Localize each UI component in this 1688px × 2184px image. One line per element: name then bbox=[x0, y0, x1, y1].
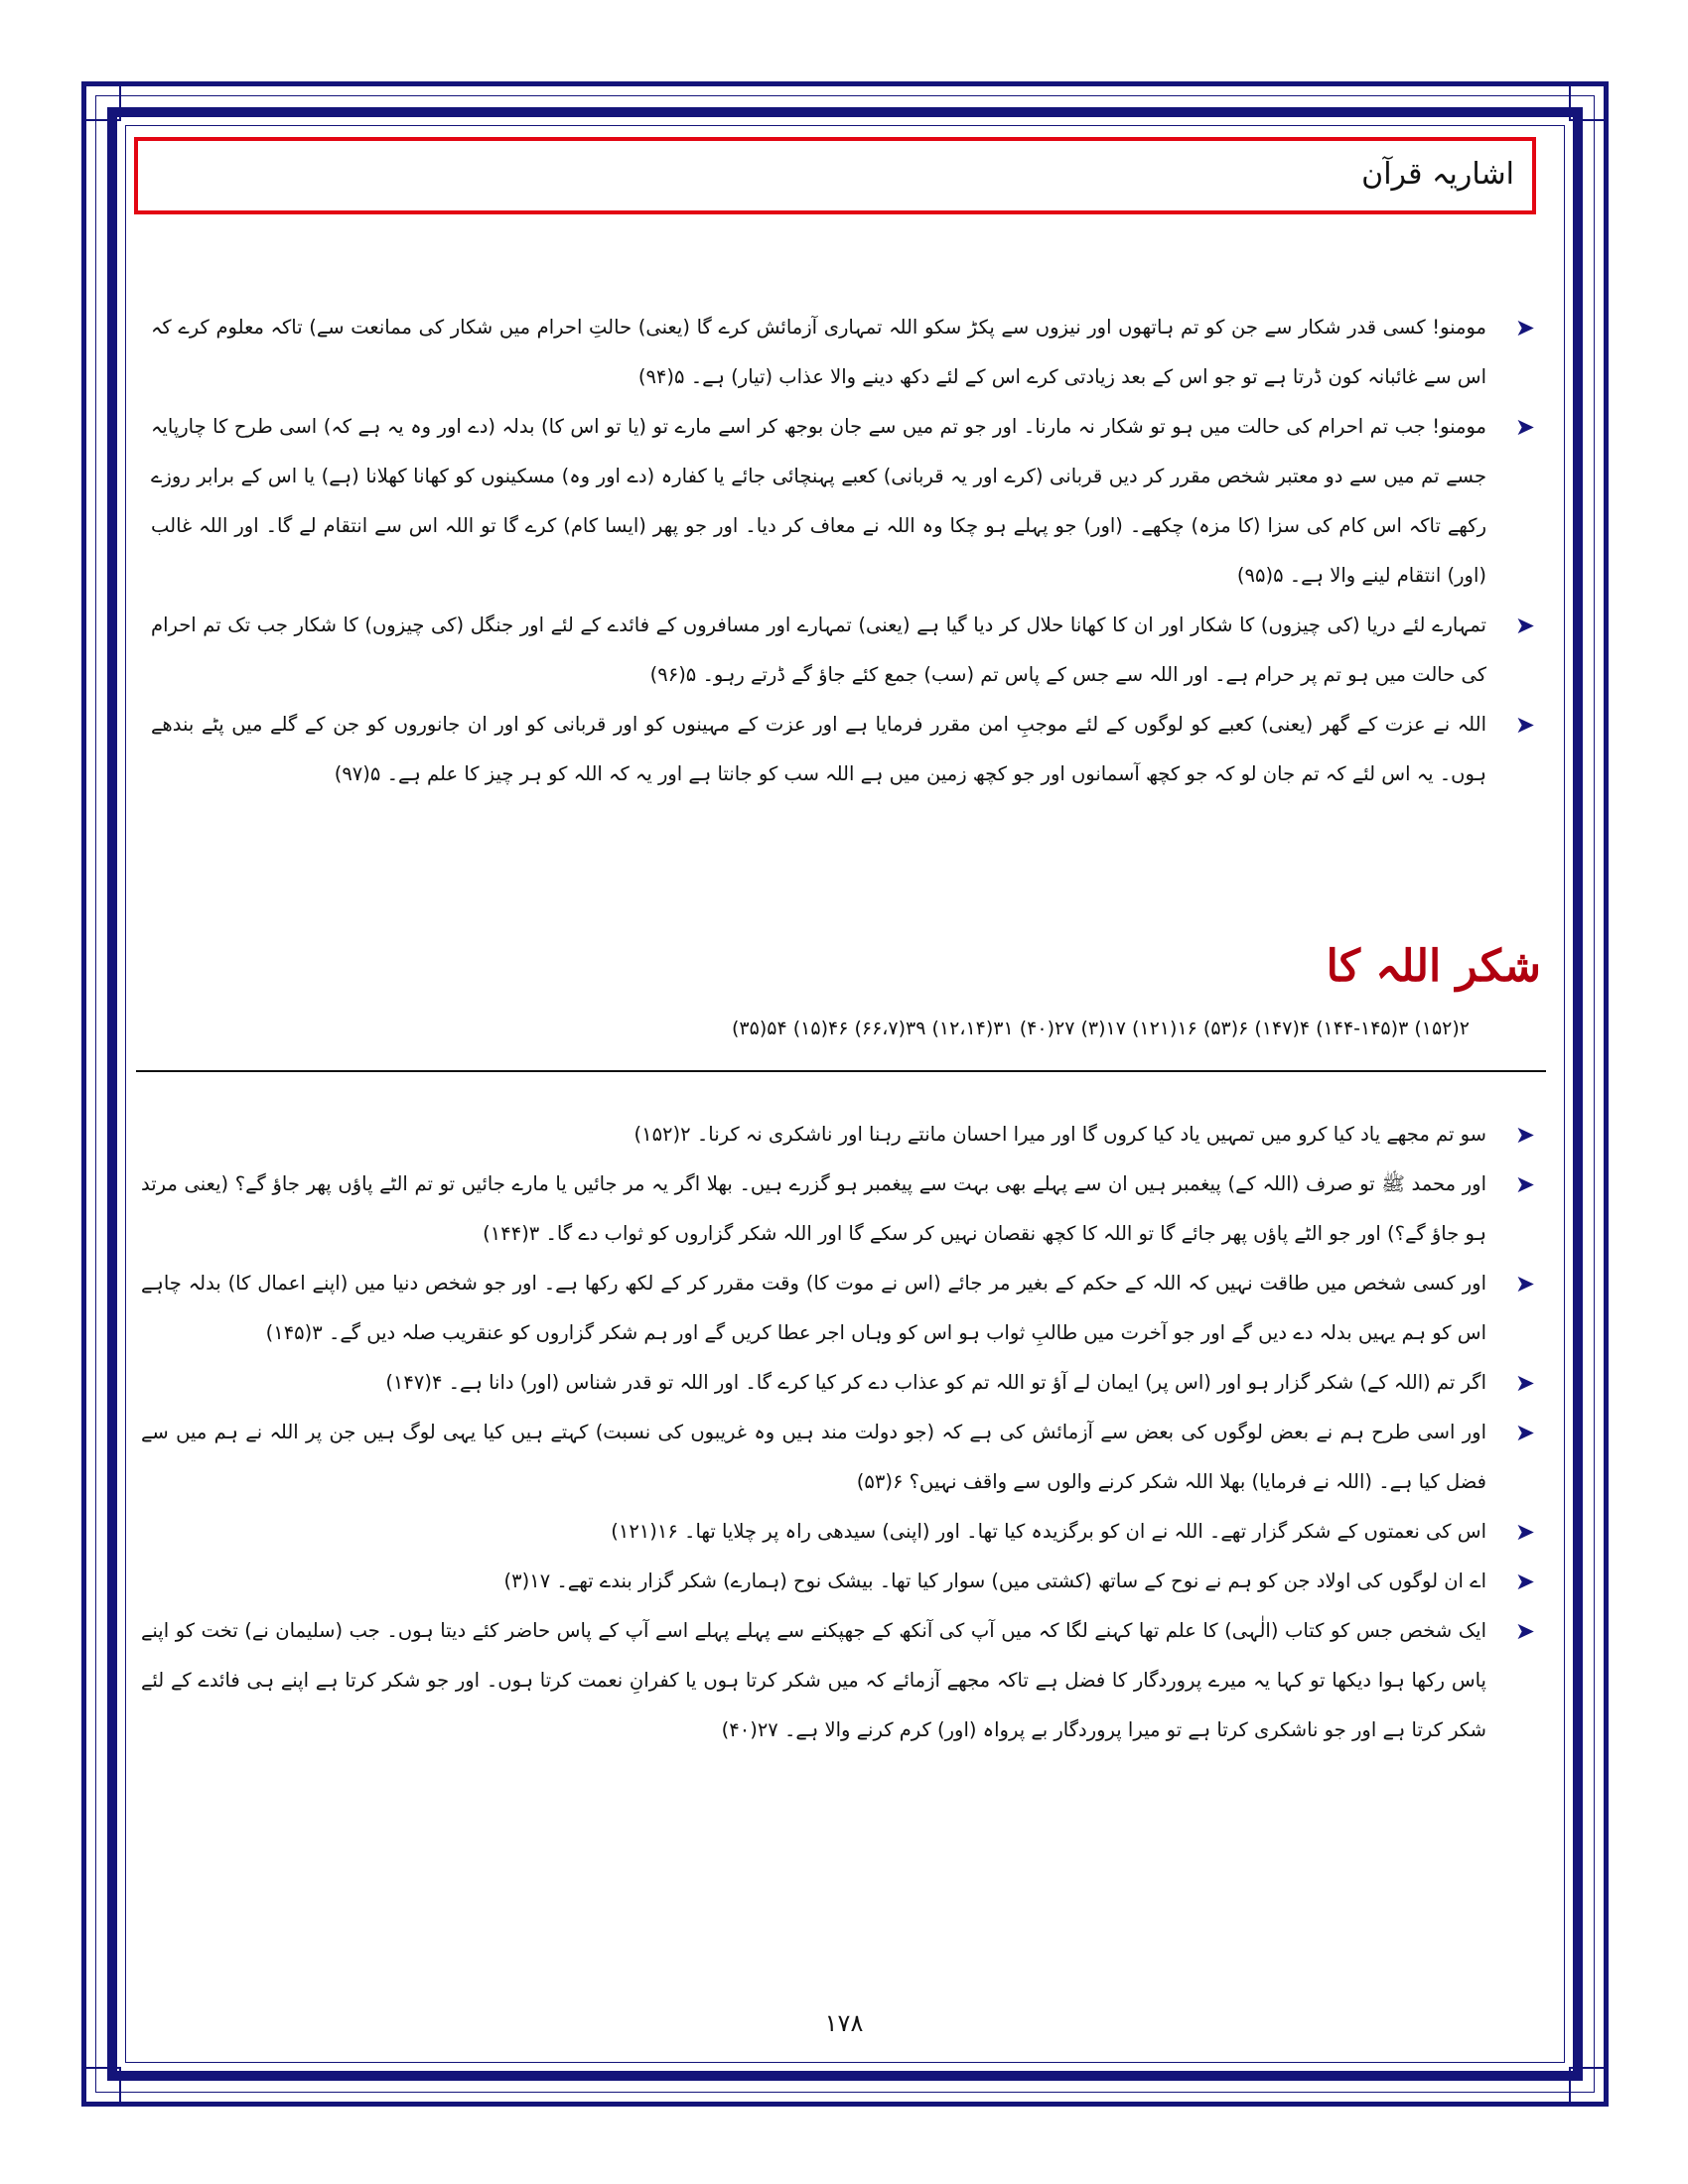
verse-entry bbox=[141, 1606, 1541, 1755]
verse-list-hunting bbox=[151, 303, 1541, 799]
arrow-bullet-icon: ➤ bbox=[1514, 314, 1535, 341]
verse-text: اور محمد ﷺ تو صرف (اللہ کے) پیغمبر ہیں ان سے پہلے بھی بہت سے پیغمبر ہو گزرے ہیں۔ بھلا اگر یہ مر جائیں یا مارے جائیں تو تم الٹے پاؤں پھر جاؤ گے؟ (یعنی مرتد ہو جاؤ گے؟) اور جو الٹے پاؤں پھر جائے گا تو اللہ کا کچھ نقصان نہیں کر سکے گا اور اللہ شکر گزاروں کو ثواب دے گا۔ ۳(۱۴۴) bbox=[141, 1172, 1486, 1245]
verse-entry bbox=[141, 1557, 1541, 1606]
divider bbox=[136, 1070, 1546, 1072]
arrow-bullet-icon: ➤ bbox=[1514, 1170, 1535, 1198]
verse-entry bbox=[141, 1408, 1541, 1507]
arrow-bullet-icon: ➤ bbox=[1514, 612, 1535, 639]
verse-text: اس کی نعمتوں کے شکر گزار تھے۔ اللہ نے ان کو برگزیدہ کیا تھا۔ اور (اپنی) سیدھی راہ پر چلایا تھا۔ ۱۶(۱۲۱) bbox=[611, 1520, 1486, 1543]
verse-entry bbox=[151, 700, 1541, 799]
verse-text: تمہارے لئے دریا (کی چیزوں) کا شکار اور ان کا کھانا حلال کر دیا گیا ہے (یعنی) تمہارے اور مسافروں کے فائدے کے لئے اور جنگل (کی چیزوں) کا شکار جب تک تم احرام کی حالت میں ہو تم پر حرام ہے۔ اور اللہ سے جس کے پاس تم (سب) جمع کئے جاؤ گے ڈرتے رہو۔ ۵(۹۶) bbox=[151, 614, 1486, 686]
verse-text: اور کسی شخص میں طاقت نہیں کہ اللہ کے حکم کے بغیر مر جائے (اس نے موت کا) وقت مقرر کر کے لکھ رکھا ہے۔ اور جو شخص دنیا میں (اپنے اعمال کا) بدلہ چاہے اس کو ہم یہیں بدلہ دے دیں گے اور جو آخرت میں طالبِ ثواب ہو اس کو وہاں اجر عطا کریں گے اور ہم شکر گزاروں کو عنقریب صلہ دیں گے۔ ۳(۱۴۵) bbox=[141, 1272, 1486, 1344]
arrow-bullet-icon: ➤ bbox=[1514, 1270, 1535, 1297]
verse-entry bbox=[151, 303, 1541, 402]
arrow-bullet-icon: ➤ bbox=[1514, 1617, 1535, 1645]
verse-text: اللہ نے عزت کے گھر (یعنی) کعبے کو لوگوں کے لئے موجبِ امن مقرر فرمایا ہے اور عزت کے مہینوں کو اور قربانی کو اور ان جانوروں کو جن کے گلے میں پٹے بندھے ہوں۔ یہ اس لئے کہ تم جان لو کہ جو کچھ آسمانوں اور جو کچھ زمین میں ہے اللہ سب کو جانتا ہے اور یہ کہ اللہ کو ہر چیز کا علم ہے۔ ۵(۹۷) bbox=[151, 713, 1486, 785]
corner-ornament bbox=[1569, 2067, 1609, 2107]
corner-ornament bbox=[81, 81, 121, 121]
verse-references: ۲(۱۵۲) ۳(۱۴۴-۱۴۵) ۴(۱۴۷) ۶(۵۳) ۱۶(۱۲۱) ۱۷(۳) ۲۷(۴۰) ۳۱(۱۲،۱۴) ۳۹(۶۶،۷) ۴۶(۱۵) ۵۴(۳۵) bbox=[732, 1018, 1470, 1039]
corner-ornament bbox=[81, 2067, 121, 2107]
page-title: اشاریہ قرآن bbox=[1361, 157, 1514, 192]
arrow-bullet-icon: ➤ bbox=[1514, 1518, 1535, 1546]
corner-ornament bbox=[1569, 81, 1609, 121]
arrow-bullet-icon: ➤ bbox=[1514, 413, 1535, 441]
verse-entry bbox=[151, 402, 1541, 601]
verse-list-gratitude bbox=[141, 1110, 1541, 1755]
page-number: ۱۷۸ bbox=[824, 2009, 864, 2037]
verse-entry bbox=[141, 1160, 1541, 1259]
verse-entry bbox=[141, 1507, 1541, 1557]
arrow-bullet-icon: ➤ bbox=[1514, 1369, 1535, 1397]
verse-text: ایک شخص جس کو کتاب (الٰہی) کا علم تھا کہنے لگا کہ میں آپ کی آنکھ کے جھپکنے سے پہلے پہلے اسے آپ کے پاس حاضر کئے دیتا ہوں۔ جب (سلیمان نے) تخت کو اپنے پاس رکھا ہوا دیکھا تو کہا یہ میرے پروردگار کا فضل ہے تاکہ مجھے آزمائے کہ میں شکر کرتا ہوں یا کفرانِ نعمت کرتا ہوں۔ اور جو شکر کرتا ہے اپنے ہی فائدے کے لئے شکر کرتا ہے اور جو ناشکری کرتا ہے تو میرا پروردگار بے پرواہ (اور) کرم کرنے والا ہے۔ ۲۷(۴۰) bbox=[141, 1619, 1486, 1741]
verse-text: سو تم مجھے یاد کیا کرو میں تمہیں یاد کیا کروں گا اور میرا احسان مانتے رہنا اور ناشکری نہ کرنا۔ ۲(۱۵۲) bbox=[633, 1123, 1486, 1146]
verse-entry bbox=[141, 1358, 1541, 1408]
verse-text: مومنو! جب تم احرام کی حالت میں ہو تو شکار نہ مارنا۔ اور جو تم میں سے جان بوجھ کر اسے مارے تو (یا تو اس کا) بدلہ (دے اور وہ یہ ہے کہ) اسی طرح کا چارپایہ جسے تم میں سے دو معتبر شخص مقرر کر دیں قربانی (کرے اور یہ قربانی) کعبے پہنچائی جائے یا کفارہ (دے اور وہ) مسکینوں کو کھانا کھلانا (ہے) یا اس کے برابر روزے رکھے تاکہ اس کام کی سزا (کا مزہ) چکھے۔ (اور) جو پہلے ہو چکا وہ اللہ نے معاف کر دیا۔ اور جو پھر (ایسا کام) کرے گا تو اللہ اس سے انتقام لے گا۔ اور اللہ غالب (اور) انتقام لینے والا ہے۔ ۵(۹۵) bbox=[151, 415, 1486, 587]
verse-text: اگر تم (اللہ کے) شکر گزار ہو اور (اس پر) ایمان لے آؤ تو اللہ تم کو عذاب دے کر کیا کرے گا۔ اور اللہ تو قدر شناس (اور) دانا ہے۔ ۴(۱۴۷) bbox=[385, 1371, 1486, 1394]
arrow-bullet-icon: ➤ bbox=[1514, 711, 1535, 739]
arrow-bullet-icon: ➤ bbox=[1514, 1568, 1535, 1595]
verse-text: اور اسی طرح ہم نے بعض لوگوں کی بعض سے آزمائش کی ہے کہ (جو دولت مند ہیں وہ غریبوں کی نسبت) کہتے ہیں کیا یہی لوگ ہیں جن پر اللہ نے ہم میں سے فضل کیا ہے۔ (اللہ نے فرمایا) بھلا اللہ شکر کرنے والوں سے واقف نہیں؟ ۶(۵۳) bbox=[141, 1421, 1487, 1493]
verse-entry bbox=[141, 1259, 1541, 1358]
verse-text: اے ان لوگوں کی اولاد جن کو ہم نے نوح کے ساتھ (کشتی میں) سوار کیا تھا۔ بیشک نوح (ہمارے) شکر گزار بندے تھے۔ ۱۷(۳) bbox=[503, 1570, 1486, 1592]
verse-text: مومنو! کسی قدر شکار سے جن کو تم ہاتھوں اور نیزوں سے پکڑ سکو اللہ تمہاری آزمائش کرے گا (یعنی) حالتِ احرام میں شکار کی ممانعت سے) تاکہ معلوم کرے کہ اس سے غائبانہ کون ڈرتا ہے تو جو اس کے بعد زیادتی کرے اس کے لئے دکھ دینے والا عذاب (تیار) ہے۔ ۵(۹۴) bbox=[151, 316, 1486, 388]
arrow-bullet-icon: ➤ bbox=[1514, 1121, 1535, 1149]
header-box bbox=[134, 137, 1536, 214]
arrow-bullet-icon: ➤ bbox=[1514, 1419, 1535, 1446]
verse-entry bbox=[141, 1110, 1541, 1160]
section-heading: شکر اللہ کا bbox=[1326, 941, 1541, 992]
verse-entry bbox=[151, 601, 1541, 700]
